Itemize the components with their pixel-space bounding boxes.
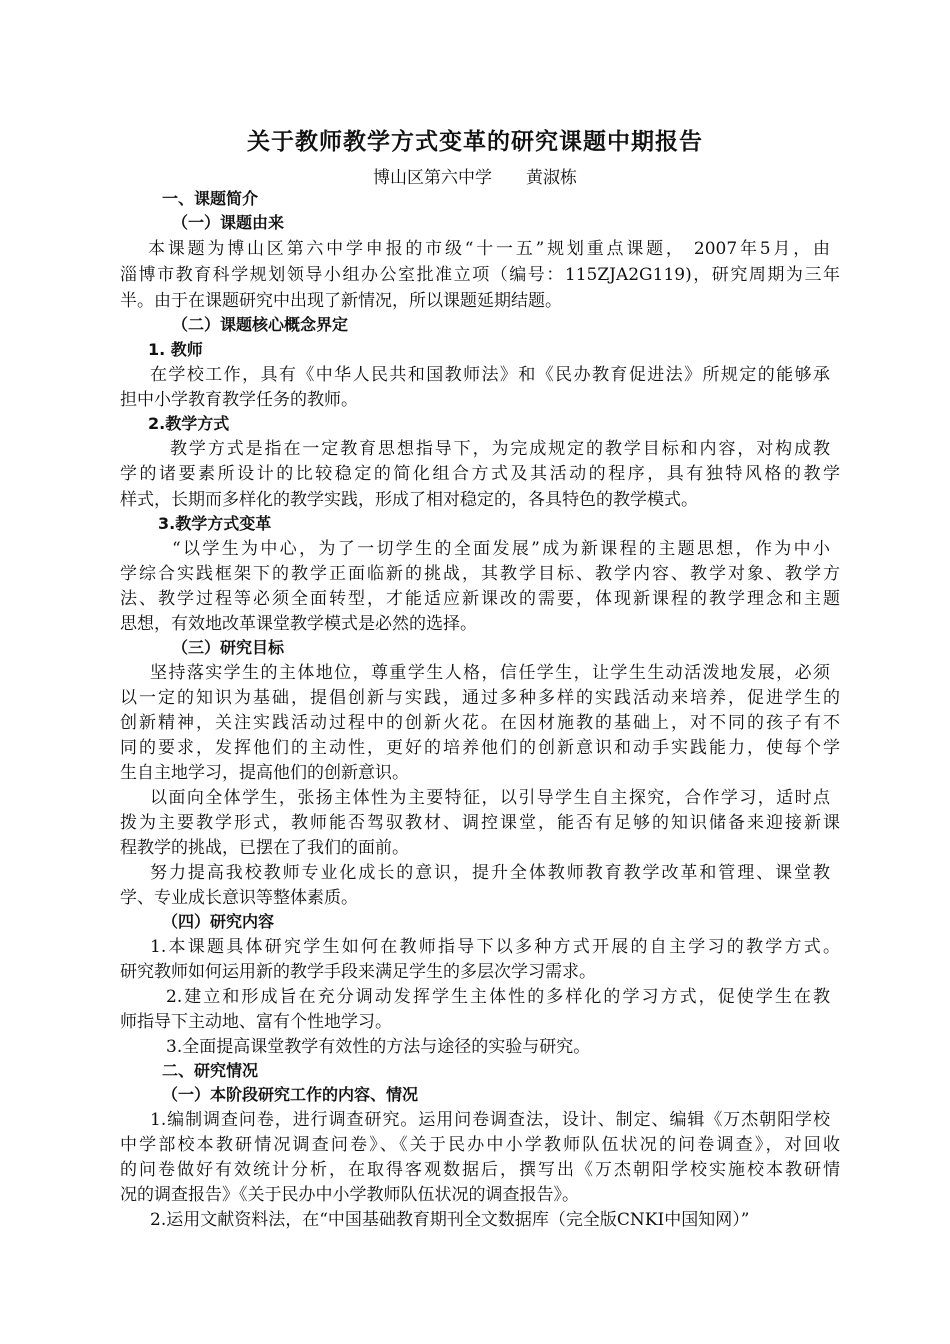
- paragraph-line: 学综合实践框架下的教学正面临新的挑战，其教学目标、教学内容、教学对象、教学方: [120, 564, 840, 584]
- item-heading: 1. 教师: [148, 340, 203, 359]
- subsection-heading: （三）研究目标: [172, 638, 285, 657]
- section-heading: 二、研究情况: [162, 1061, 259, 1080]
- paragraph-line: 师指导下主动地、富有个性地学习。: [120, 1012, 392, 1032]
- paragraph-line: 学、专业成长意识等整体素质。: [120, 888, 358, 908]
- paragraph-line: 研究教师如何运用新的教学手段来满足学生的多层次学习需求。: [120, 962, 596, 982]
- paragraph-line: 担中小学教育教学任务的教师。: [120, 390, 358, 410]
- paragraph-line: 2.建立和形成旨在充分调动发挥学生主体性的多样化的学习方式，促使学生在教: [166, 987, 830, 1007]
- paragraph-line: 生自主地学习，提高他们的创新意识。: [120, 763, 409, 783]
- item-heading: 2.教学方式: [148, 414, 230, 433]
- item-heading: 3.教学方式变革: [158, 514, 272, 533]
- paragraph-line: 法、教学过程等必须全面转型，才能适应新课改的需要，体现新课程的教学理念和主题: [120, 589, 840, 609]
- section-heading: 一、课题简介: [162, 189, 259, 208]
- paragraph-line: “以学生为中心，为了一切学生的全面发展”成为新课程的主题思想，作为中小: [172, 539, 830, 559]
- paragraph-line: 淄博市教育科学规划领导小组办公室批准立项（编号：115ZJA2G119)，研究周期为三年: [120, 265, 840, 285]
- paragraph-line: 以一定的知识为基础，提倡创新与实践，通过多种多样的实践活动来培养，促进学生的: [120, 688, 840, 708]
- paragraph-line: 况的调查报告》《关于民办中小学教师队伍状况的调查报告》。: [120, 1185, 579, 1205]
- paragraph-line: 3.全面提高课堂教学有效性的方法与途径的实验与研究。: [166, 1037, 591, 1057]
- paragraph-line: 半。由于在课题研究中出现了新情况，所以课题延期结题。: [120, 291, 562, 311]
- paragraph-line: 以面向全体学生，张扬主体性为主要特征，以引导学生自主探究，合作学习，适时点: [150, 788, 830, 808]
- paragraph-line: 的问卷做好有效统计分析，在取得客观数据后，撰写出《万杰朝阳学校实施校本教研情: [120, 1160, 840, 1180]
- paragraph-line: 创新精神，关注实践活动过程中的创新火花。在因材施教的基础上，对不同的孩子有不: [120, 713, 840, 733]
- subsection-heading: （四）研究内容: [162, 912, 275, 931]
- paragraph-line: 坚持落实学生的主体地位，尊重学生人格，信任学生，让学生生动活泼地发展，必须: [150, 663, 830, 683]
- subsection-heading: （一）课题由来: [172, 213, 285, 232]
- subsection-heading: （一）本阶段研究工作的内容、情况: [162, 1085, 419, 1104]
- paragraph-line: 1.编制调查问卷，进行调查研究。运用问卷调查法，设计、制定、编辑《万杰朝阳学校: [150, 1110, 830, 1130]
- paragraph-line: 样式，长期而多样化的教学实践，形成了相对稳定的，各具特色的教学模式。: [120, 490, 698, 510]
- paragraph-line: 在学校工作，具有《中华人民共和国教师法》和《民办教育促进法》所规定的能够承: [150, 365, 830, 385]
- paragraph-line: 2.运用文献资料法，在“中国基础教育期刊全文数据库（完全版CNKI中国知网）”: [150, 1210, 750, 1230]
- paragraph-line: 拨为主要教学形式，教师能否驾驭教材、调控课堂，能否有足够的知识储备来迎接新课: [120, 813, 840, 833]
- paragraph-line: 中学部校本教研情况调查问卷》、《关于民办中小学教师队伍状况的问卷调查》，对回收: [120, 1135, 840, 1155]
- document-title: 关于教师教学方式变革的研究课题中期报告: [247, 129, 703, 155]
- paragraph-line: 程教学的挑战，已摆在了我们的面前。: [120, 838, 409, 858]
- paragraph-line: 教学方式是指在一定教育思想指导下，为完成规定的教学目标和内容，对构成教: [170, 439, 830, 459]
- author-line: 博山区第六中学 黄淑栋: [373, 168, 577, 188]
- paragraph-line: 思想，有效地改革课堂教学模式是必然的选择。: [120, 614, 477, 634]
- paragraph-line: 本课题为博山区第六中学申报的市级“十一五”规划重点课题， 2007年5月，由: [148, 239, 830, 259]
- paragraph-line: 1.本课题具体研究学生如何在教师指导下以多种方式开展的自主学习的教学方式。: [150, 937, 840, 957]
- paragraph-line: 同的要求，发挥他们的主动性，更好的培养他们的创新意识和动手实践能力，使每个学: [120, 738, 840, 758]
- paragraph-line: 学的诸要素所设计的比较稳定的简化组合方式及其活动的程序，具有独特风格的教学: [120, 464, 840, 484]
- paragraph-line: 努力提高我校教师专业化成长的意识，提升全体教师教育教学改革和管理、课堂教: [150, 863, 830, 883]
- subsection-heading: （二）课题核心概念界定: [172, 315, 349, 334]
